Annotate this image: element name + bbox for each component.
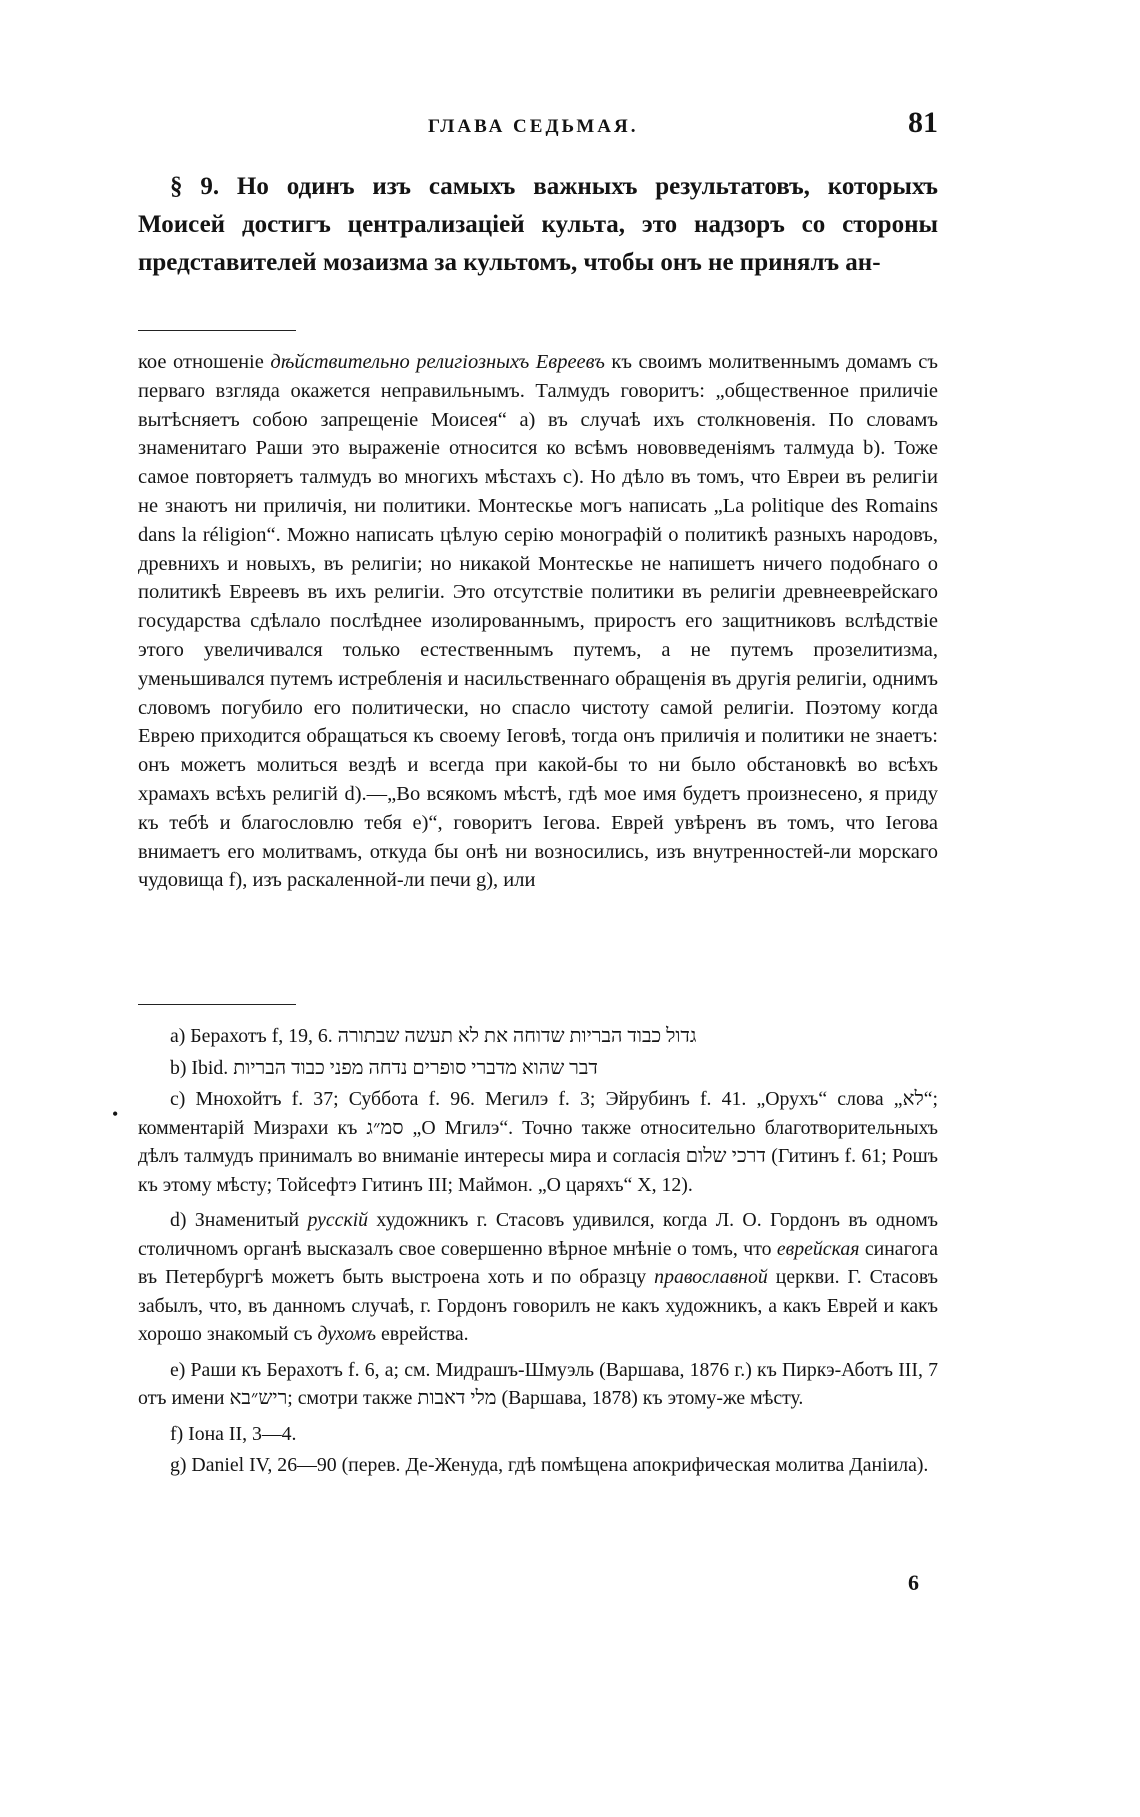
footnote-d-italic: русскiй xyxy=(307,1209,369,1231)
footnote-b: b) Ibid. דבר שהוא מדברי סופרים נדחה מפני כבוד הבריות xyxy=(170,1056,598,1079)
footnote-d-part: церкви. Г. Стасовъ забылъ, что, въ данномъ случаѣ, г. Гордонъ говорилъ не какъ художникъ, а какъ Еврей и какъ хорошо знакомый съ xyxy=(138,1266,938,1345)
note-italic-phrase: дѣйствительно религiозныхъ Евреевъ xyxy=(270,351,605,373)
footnote-d-part: синагога въ Петербургѣ можетъ быть выстроена хоть и по образцу xyxy=(138,1237,938,1288)
footnote-d-italic: православной xyxy=(654,1266,768,1288)
main-paragraph-text: § 9. Но одинъ изъ самыхъ важныхъ результатовъ, которыхъ Моисей достигъ централизацiей культа, это надзоръ со стороны представителей мозаизма за культомъ, чтобы онъ не принялъ ан- xyxy=(138,173,938,276)
footnote-d-part: художникъ г. Стасовъ удивился, когда Л. О. Гордонъ въ одномъ столичномъ органѣ высказалъ свое совершенно вѣрное мнѣнiе о томъ, что xyxy=(138,1209,938,1260)
running-title: ГЛАВА СЕДЬМАЯ. xyxy=(428,116,639,137)
footnote-g: g) Daniel IV, 26—90 (перев. Де-Женуда, гдѣ помѣщена апокрифическая молитва Данiила). xyxy=(170,1454,929,1476)
footnote-d-italic: духомъ xyxy=(317,1323,377,1345)
footnote-d-part: d) Знаменитый xyxy=(170,1209,308,1231)
footnote-d xyxy=(138,1206,938,1349)
signature-mark: 6 xyxy=(908,1570,919,1595)
note-text-start: кое отношенiе xyxy=(138,351,271,373)
main-paragraph xyxy=(138,168,938,282)
page-number: 81 xyxy=(908,106,938,139)
footnote-separator-rule xyxy=(138,1004,296,1005)
margin-mark: • xyxy=(112,1104,119,1124)
footnote-e: e) Раши къ Берахотъ f. 6, a; см. Мидрашъ-Шмуэль (Варшава, 1876 г.) къ Пиркэ-Аботъ III, 7 отъ имени ריש״בא; смотри также מלי דאבות (Варшава, 1878) къ этому-же мѣсту. xyxy=(138,1358,938,1409)
footnotes xyxy=(138,1022,938,1487)
footnote-f: f) Iона II, 3—4. xyxy=(170,1422,297,1445)
note-text-rest: къ своимъ молитвеннымъ домамъ съ перваго взгляда окажется неправильнымъ. Талмудъ говоритъ: „общественное приличiе вытѣсняетъ собою запрещенiе Моисея“ a) въ случаѣ ихъ столкновенiя. По словамъ знаменитаго Раши это выраженiе относится ко всѣмъ нововведенiямъ талмуда b). Тоже самое повторяетъ талмудъ во многихъ мѣстахъ c). Но дѣло въ томъ, что Евреи въ религiи не знаютъ ни приличiя, ни политики. Монтескье могъ написать „La politique des Romains dans la rélіgion“. Можно написать цѣлую серiю монографiй о политикѣ разныхъ народовъ, древнихъ и новыхъ, въ религiи; но никакой Монтескье не напишетъ ничего подобнаго о политикѣ Евреевъ въ ихъ религiи. Это отсутствiе политики въ религiи древнееврейскаго государства сдѣлало послѣднее изолированнымъ, приростъ его защитниковъ вслѣдствiе этого увеличивался только естественнымъ путемъ, а не путемъ прозелитизма, уменьшивался путемъ истребленiя и насильственнаго обращенiя въ другiя религiи, однимъ словомъ погубило его политически, но спасло чистоту самой религiи. Поэтому когда Еврею приходится обращаться къ своему Iеговѣ, тогда онъ приличiя и политики не знаетъ: онъ можетъ молиться вездѣ и всегда при какой-бы то ни было обстановкѣ во всѣхъ храмахъ всѣхъ религiй d).—„Во всякомъ мѣстѣ, гдѣ мое имя будетъ произнесено, я приду къ тебѣ и благословлю тебя e)“, говоритъ Iегова. Еврей увѣренъ въ томъ, что Iегова внимаетъ его молитвамъ, откуда бы онѣ ни возносились, изъ внутренностей-ли морскаго чудовища f), изъ раскаленной-ли печи g), или xyxy=(138,351,938,892)
continued-note xyxy=(138,348,938,895)
footnote-c: c) Мнохойтъ f. 37; Суббота f. 96. Мегилэ f. 3; Эйрубинъ f. 41. „Орухъ“ слова „לא“; комментарiй Мизрахи къ סמ״ג „О Мгилэ“. Точно также относительно благотворительныхъ дѣлъ талмудъ принималъ во вниманiе интересы мира и согласiя דרכי שלום (Гитинъ f. 61; Рошъ къ этому мѣсту; Тойсефтэ Гитинъ III; Маймон. „О царяхъ“ X, 12). xyxy=(138,1088,938,1196)
separator-rule xyxy=(138,330,296,331)
footnote-d-italic: еврейская xyxy=(776,1237,860,1260)
footnote-d-part: еврейства. xyxy=(376,1323,469,1345)
footnote-a: a) Берахотъ f, 19, 6. גדול כבוד הבריות שדוחה את לא תעשה שבתורה xyxy=(170,1025,697,1047)
page-header xyxy=(138,108,938,144)
